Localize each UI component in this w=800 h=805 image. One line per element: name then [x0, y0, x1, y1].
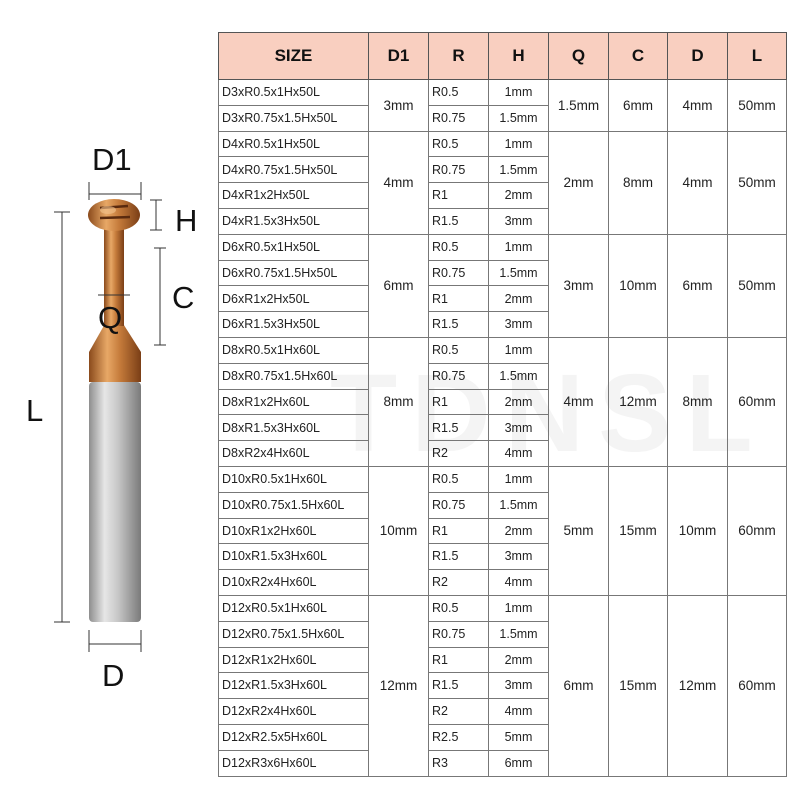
cell-size: D8xR1x2Hx60L	[219, 389, 369, 415]
cell-r: R0.5	[429, 80, 489, 106]
cell-l: 50mm	[728, 80, 787, 132]
table-row	[219, 80, 787, 106]
cell-size: D8xR0.75x1.5Hx60L	[219, 363, 369, 389]
cell-r: R1	[429, 286, 489, 312]
cell-q: 2mm	[549, 131, 609, 234]
cell-r: R0.75	[429, 157, 489, 183]
cell-d1: 10mm	[369, 466, 429, 595]
cell-l: 60mm	[728, 595, 787, 776]
table-header-row	[219, 33, 787, 80]
table-row	[219, 466, 787, 492]
table-row	[219, 131, 787, 157]
header-r: R	[429, 33, 489, 80]
dimension-label-d: D	[102, 658, 125, 693]
cell-r: R0.5	[429, 337, 489, 363]
cell-d: 10mm	[668, 466, 728, 595]
dimension-label-h: H	[175, 203, 198, 238]
cell-d1: 8mm	[369, 337, 429, 466]
cell-l: 50mm	[728, 131, 787, 234]
cell-r: R1.5	[429, 544, 489, 570]
cell-d: 6mm	[668, 234, 728, 337]
cell-q: 6mm	[549, 595, 609, 776]
cell-size: D8xR0.5x1Hx60L	[219, 337, 369, 363]
cell-h: 5mm	[489, 724, 549, 750]
cell-size: D6xR1x2Hx50L	[219, 286, 369, 312]
cell-d1: 3mm	[369, 80, 429, 132]
cell-size: D10xR0.5x1Hx60L	[219, 466, 369, 492]
cell-d: 4mm	[668, 131, 728, 234]
cell-h: 1.5mm	[489, 105, 549, 131]
cell-c: 15mm	[609, 466, 668, 595]
cell-size: D4xR1.5x3Hx50L	[219, 208, 369, 234]
cell-l: 60mm	[728, 337, 787, 466]
cell-h: 2mm	[489, 389, 549, 415]
table-body	[219, 80, 787, 777]
cell-size: D12xR1x2Hx60L	[219, 647, 369, 673]
cell-h: 1mm	[489, 131, 549, 157]
cell-h: 3mm	[489, 208, 549, 234]
cell-size: D12xR0.5x1Hx60L	[219, 595, 369, 621]
header-d: D	[668, 33, 728, 80]
dimension-label-q: Q	[98, 300, 123, 335]
cell-h: 3mm	[489, 544, 549, 570]
cell-r: R0.75	[429, 105, 489, 131]
cell-r: R0.75	[429, 621, 489, 647]
cell-q: 3mm	[549, 234, 609, 337]
cell-c: 8mm	[609, 131, 668, 234]
cell-r: R0.75	[429, 363, 489, 389]
cell-l: 50mm	[728, 234, 787, 337]
cell-size: D4xR0.75x1.5Hx50L	[219, 157, 369, 183]
cell-c: 12mm	[609, 337, 668, 466]
cell-d: 12mm	[668, 595, 728, 776]
cell-r: R0.75	[429, 260, 489, 286]
cell-r: R1	[429, 389, 489, 415]
header-c: C	[609, 33, 668, 80]
cell-h: 2mm	[489, 647, 549, 673]
cutter-head	[88, 199, 140, 231]
cell-h: 1mm	[489, 337, 549, 363]
cell-q: 1.5mm	[549, 80, 609, 132]
cell-r: R1.5	[429, 415, 489, 441]
cell-size: D4xR0.5x1Hx50L	[219, 131, 369, 157]
dimension-label-l: L	[26, 393, 44, 428]
cell-r: R1	[429, 518, 489, 544]
cell-h: 6mm	[489, 750, 549, 776]
cell-r: R3	[429, 750, 489, 776]
cell-size: D4xR1x2Hx50L	[219, 183, 369, 209]
cell-h: 2mm	[489, 286, 549, 312]
cell-size: D12xR2.5x5Hx60L	[219, 724, 369, 750]
cell-r: R1	[429, 183, 489, 209]
cell-size: D10xR1.5x3Hx60L	[219, 544, 369, 570]
cell-l: 60mm	[728, 466, 787, 595]
shank	[89, 382, 141, 622]
cell-r: R2	[429, 699, 489, 725]
header-q: Q	[549, 33, 609, 80]
cell-size: D12xR3x6Hx60L	[219, 750, 369, 776]
cell-r: R2.5	[429, 724, 489, 750]
cell-r: R2	[429, 570, 489, 596]
cell-h: 2mm	[489, 183, 549, 209]
cell-h: 4mm	[489, 570, 549, 596]
cell-d1: 12mm	[369, 595, 429, 776]
cell-d: 8mm	[668, 337, 728, 466]
cell-size: D3xR0.75x1.5Hx50L	[219, 105, 369, 131]
dimension-label-d1: D1	[92, 142, 132, 177]
cell-size: D3xR0.5x1Hx50L	[219, 80, 369, 106]
cell-size: D6xR0.75x1.5Hx50L	[219, 260, 369, 286]
cell-d: 4mm	[668, 80, 728, 132]
table-row	[219, 595, 787, 621]
header-l: L	[728, 33, 787, 80]
spec-table	[218, 32, 787, 777]
header-d1: D1	[369, 33, 429, 80]
cell-r: R0.75	[429, 492, 489, 518]
cell-h: 3mm	[489, 312, 549, 338]
cell-size: D10xR0.75x1.5Hx60L	[219, 492, 369, 518]
cell-h: 2mm	[489, 518, 549, 544]
cell-r: R1.5	[429, 312, 489, 338]
cell-r: R2	[429, 441, 489, 467]
cutter-head-highlight	[100, 206, 116, 214]
cell-size: D10xR2x4Hx60L	[219, 570, 369, 596]
cell-h: 1.5mm	[489, 363, 549, 389]
cell-r: R0.5	[429, 234, 489, 260]
cell-d1: 6mm	[369, 234, 429, 337]
cell-h: 1.5mm	[489, 492, 549, 518]
table-row	[219, 337, 787, 363]
cell-h: 4mm	[489, 441, 549, 467]
cell-size: D10xR1x2Hx60L	[219, 518, 369, 544]
cell-h: 1.5mm	[489, 621, 549, 647]
cell-h: 3mm	[489, 415, 549, 441]
cell-h: 3mm	[489, 673, 549, 699]
cell-h: 1mm	[489, 595, 549, 621]
cell-d1: 4mm	[369, 131, 429, 234]
cell-size: D12xR1.5x3Hx60L	[219, 673, 369, 699]
cell-size: D12xR0.75x1.5Hx60L	[219, 621, 369, 647]
cell-size: D6xR1.5x3Hx50L	[219, 312, 369, 338]
cell-r: R0.5	[429, 466, 489, 492]
cell-c: 6mm	[609, 80, 668, 132]
cell-h: 1mm	[489, 466, 549, 492]
cell-h: 1.5mm	[489, 157, 549, 183]
cell-r: R1.5	[429, 208, 489, 234]
cell-h: 1mm	[489, 80, 549, 106]
dimension-label-c: C	[172, 280, 195, 315]
header-size: SIZE	[219, 33, 369, 80]
cell-r: R0.5	[429, 595, 489, 621]
table-row	[219, 234, 787, 260]
cell-c: 10mm	[609, 234, 668, 337]
cell-q: 5mm	[549, 466, 609, 595]
cell-r: R0.5	[429, 131, 489, 157]
cell-size: D8xR1.5x3Hx60L	[219, 415, 369, 441]
cell-size: D6xR0.5x1Hx50L	[219, 234, 369, 260]
cutter-diagram	[0, 0, 215, 800]
cell-q: 4mm	[549, 337, 609, 466]
cell-r: R1.5	[429, 673, 489, 699]
cell-r: R1	[429, 647, 489, 673]
cell-size: D8xR2x4Hx60L	[219, 441, 369, 467]
cell-size: D12xR2x4Hx60L	[219, 699, 369, 725]
cell-h: 1mm	[489, 234, 549, 260]
cell-c: 15mm	[609, 595, 668, 776]
cell-h: 1.5mm	[489, 260, 549, 286]
cell-h: 4mm	[489, 699, 549, 725]
header-h: H	[489, 33, 549, 80]
